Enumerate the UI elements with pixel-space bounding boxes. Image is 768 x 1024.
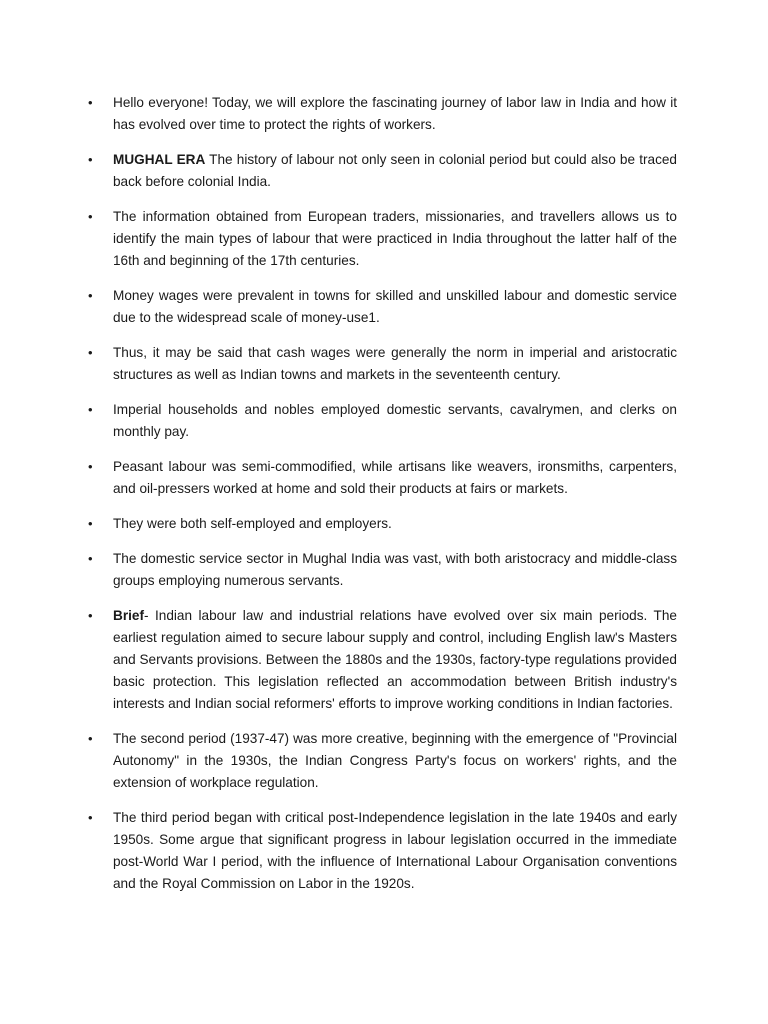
list-item (88, 605, 677, 715)
bullet-icon: • (88, 810, 93, 825)
item-text: The history of labour not only seen in colonial period but could also be traced back before colonial India. (113, 152, 677, 189)
bullet-icon: • (88, 209, 93, 224)
item-text: Hello everyone! Today, we will explore the fascinating journey of labor law in India and how it has evolved over time to protect the rights of workers. (113, 95, 677, 132)
list-item (88, 728, 677, 794)
list-item (88, 342, 677, 386)
item-text: Peasant labour was semi-commodified, while artisans like weavers, ironsmiths, carpenters, and oil-pressers worked at home and sold their products at fairs or markets. (113, 459, 677, 496)
list-item (88, 807, 677, 895)
bullet-icon: • (88, 516, 93, 531)
item-text: Money wages were prevalent in towns for skilled and unskilled labour and domestic service due to the widespread scale of money-use1. (113, 288, 677, 325)
list-item (88, 456, 677, 500)
list-item (88, 92, 677, 136)
bullet-icon: • (88, 551, 93, 566)
bullet-list (88, 92, 677, 908)
item-text: Imperial households and nobles employed domestic servants, cavalrymen, and clerks on monthly pay. (113, 402, 677, 439)
bullet-icon: • (88, 402, 93, 417)
bullet-icon: • (88, 152, 93, 167)
item-text: They were both self-employed and employers. (113, 516, 392, 531)
list-item (88, 206, 677, 272)
list-item (88, 399, 677, 443)
list-item (88, 149, 677, 193)
item-text: The third period began with critical post-Independence legislation in the late 1940s and early 1950s. Some argue that significant progress in labour legislation occurred in the immediate post-World War I period, with the influence of International Labour Organisation conventions and the Royal Commission on Labor in the 1920s. (113, 810, 677, 891)
item-text: - Indian labour law and industrial relations have evolved over six main periods. The earliest regulation aimed to secure labour supply and control, including English law's Masters and Servants provisions. Between the 1880s and the 1930s, factory-type regulations provided basic protection. This legislation reflected an accommodation between British industry's interests and Indian social reformers' efforts to improve working conditions in Indian factories. (113, 608, 677, 711)
item-text: The information obtained from European traders, missionaries, and travellers allows us to identify the main types of labour that were practiced in India throughout the latter half of the 16th and beginning of the 17th centuries. (113, 209, 677, 268)
item-text: The domestic service sector in Mughal India was vast, with both aristocracy and middle-class groups employing numerous servants. (113, 551, 677, 588)
list-item (88, 285, 677, 329)
bullet-icon: • (88, 459, 93, 474)
bullet-icon: • (88, 95, 93, 110)
item-heading: Brief (113, 608, 144, 623)
bullet-icon: • (88, 345, 93, 360)
item-heading: MUGHAL ERA (113, 152, 206, 167)
bullet-icon: • (88, 288, 93, 303)
list-item (88, 513, 677, 535)
bullet-icon: • (88, 731, 93, 746)
item-text: Thus, it may be said that cash wages were generally the norm in imperial and aristocratic structures as well as Indian towns and markets in the seventeenth century. (113, 345, 677, 382)
item-text: The second period (1937-47) was more creative, beginning with the emergence of "Provincial Autonomy" in the 1930s, the Indian Congress Party's focus on workers' rights, and the extension of workplace regulation. (113, 731, 677, 790)
list-item (88, 548, 677, 592)
bullet-icon: • (88, 608, 93, 623)
